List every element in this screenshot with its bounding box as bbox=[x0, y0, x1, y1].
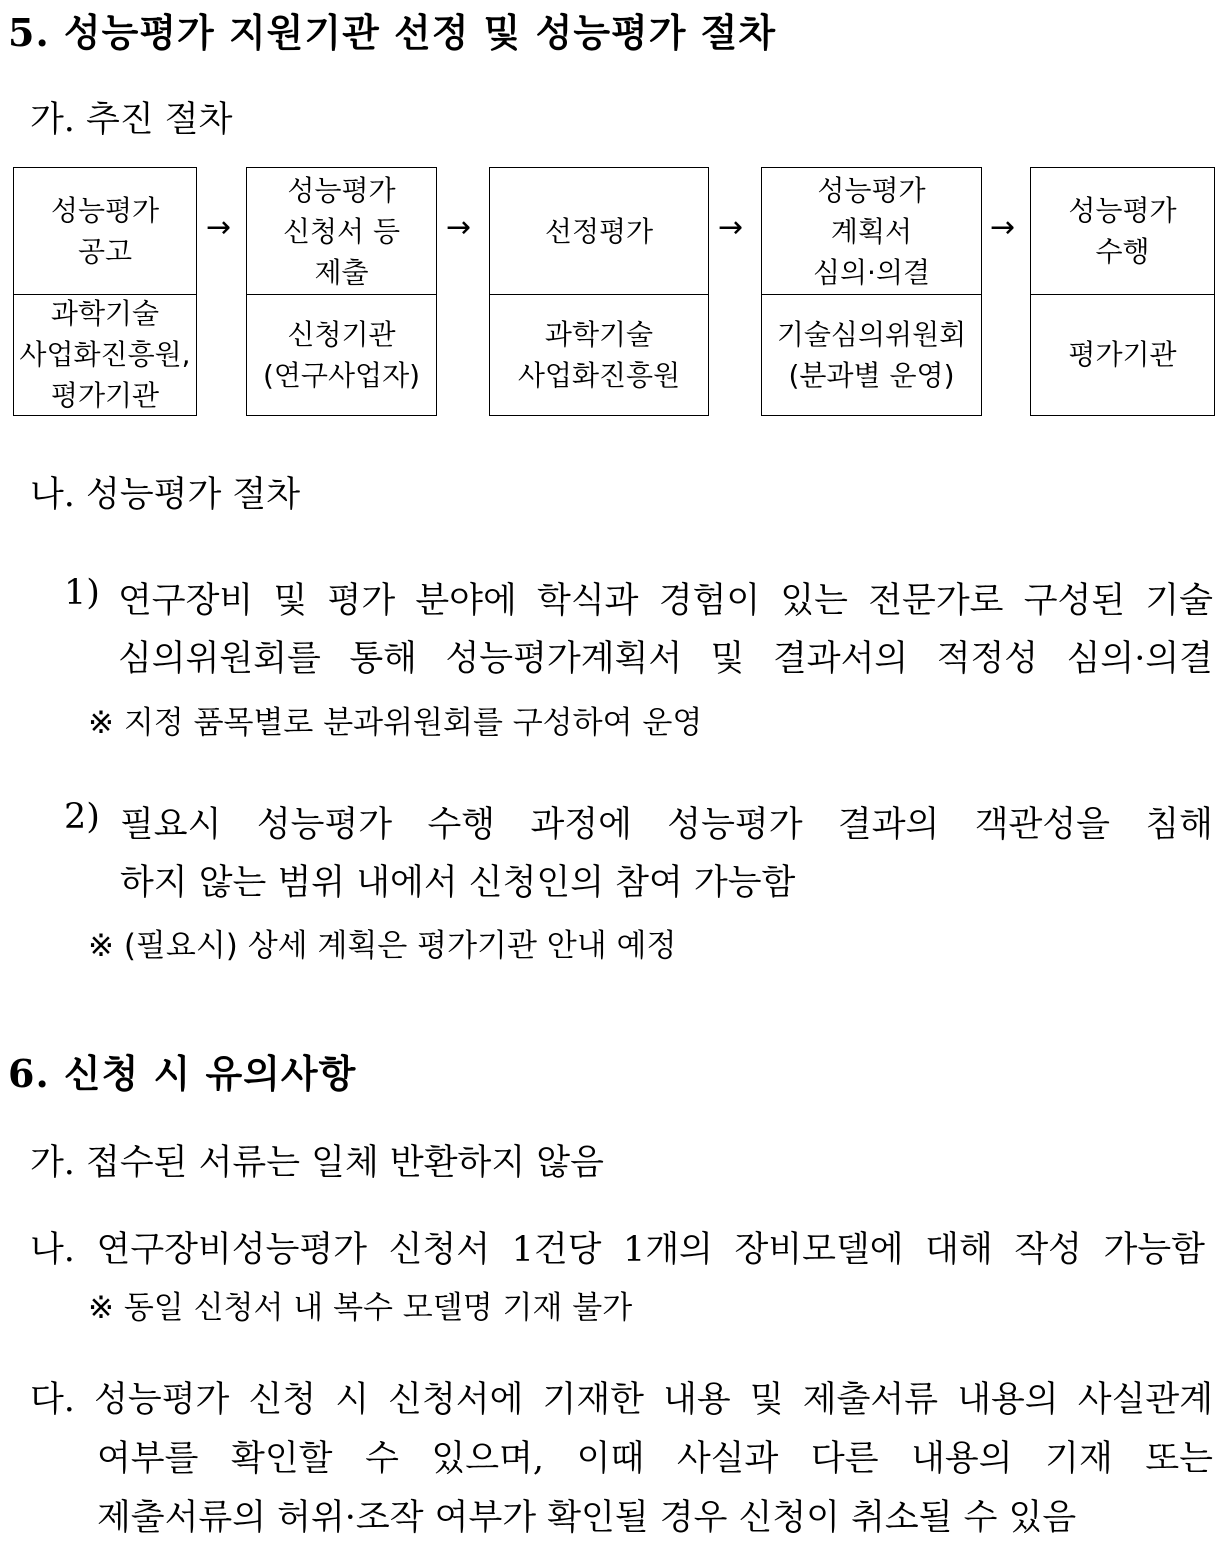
flow-step-2: 성능평가 신청서 등 제출 bbox=[247, 168, 436, 295]
section6-item-b-note: ※ 동일 신청서 내 복수 모델명 기재 불가 bbox=[88, 1290, 633, 1326]
item1-note: ※ 지정 품목별로 분과위원회를 구성하여 운영 bbox=[88, 705, 703, 741]
flow-step-1: 성능평가 공고 bbox=[14, 168, 196, 295]
flow-actor-4: 기술심의위원회 (분과별 운영) bbox=[776, 317, 967, 392]
flow-box-1 bbox=[13, 167, 197, 416]
section6-item-c-line2: 여부를 확인할 수 있으며, 이때 사실과 다른 내용의 기재 또는 bbox=[97, 1439, 1213, 1479]
flow-box-3 bbox=[489, 167, 709, 416]
flow-step-3: 선정평가 bbox=[490, 168, 708, 295]
flow-arrow-icon: → bbox=[718, 210, 744, 245]
sub-a-title: 가. 추진 절차 bbox=[30, 100, 233, 140]
section6-item-c-line1: 다. 성능평가 신청 시 신청서에 기재한 내용 및 제출서류 내용의 사실관계 bbox=[30, 1380, 1213, 1420]
flow-box-5 bbox=[1030, 167, 1215, 416]
flow-box-4 bbox=[761, 167, 982, 416]
flow-arrow-icon: → bbox=[990, 210, 1016, 245]
section6-item-a: 가. 접수된 서류는 일체 반환하지 않음 bbox=[30, 1143, 604, 1183]
item1-number: 1) bbox=[64, 573, 100, 613]
section6-item-c-line3: 제출서류의 허위·조작 여부가 확인될 경우 신청이 취소될 수 있음 bbox=[97, 1498, 1077, 1538]
sub-b-title: 나. 성능평가 절차 bbox=[30, 475, 301, 515]
item1-line2: 심의위원회를 통해 성능평가계획서 및 결과서의 적정성 심의·의결 bbox=[118, 639, 1213, 679]
flow-actor-3: 과학기술 사업화진흥원 bbox=[517, 317, 681, 392]
flow-step-5: 성능평가 수행 bbox=[1031, 168, 1214, 295]
flow-actor-1: 과학기술 사업화진흥원, 평가기관 bbox=[19, 297, 191, 412]
flow-actor-2: 신청기관 (연구사업자) bbox=[262, 317, 421, 392]
item1-line1: 연구장비 및 평가 분야에 학식과 경험이 있는 전문가로 구성된 기술 bbox=[118, 581, 1213, 621]
flow-actor-5: 평가기관 bbox=[1068, 338, 1177, 371]
section5-title: 5. 성능평가 지원기관 선정 및 성능평가 절차 bbox=[8, 10, 777, 55]
item2-line1: 필요시 성능평가 수행 과정에 성능평가 결과의 객관성을 침해 bbox=[120, 805, 1213, 845]
flow-arrow-icon: → bbox=[446, 210, 472, 245]
item2-number: 2) bbox=[64, 797, 100, 837]
flow-step-4: 성능평가 계획서 심의·의결 bbox=[762, 168, 981, 295]
flow-box-2 bbox=[246, 167, 437, 416]
section6-item-b: 나. 연구장비성능평가 신청서 1건당 1개의 장비모델에 대해 작성 가능함 bbox=[30, 1230, 1205, 1270]
item2-line2: 하지 않는 범위 내에서 신청인의 참여 가능함 bbox=[120, 863, 796, 903]
flow-arrow-icon: → bbox=[206, 210, 232, 245]
item2-note: ※ (필요시) 상세 계획은 평가기관 안내 예정 bbox=[88, 928, 677, 964]
section6-title: 6. 신청 시 유의사항 bbox=[8, 1051, 357, 1096]
